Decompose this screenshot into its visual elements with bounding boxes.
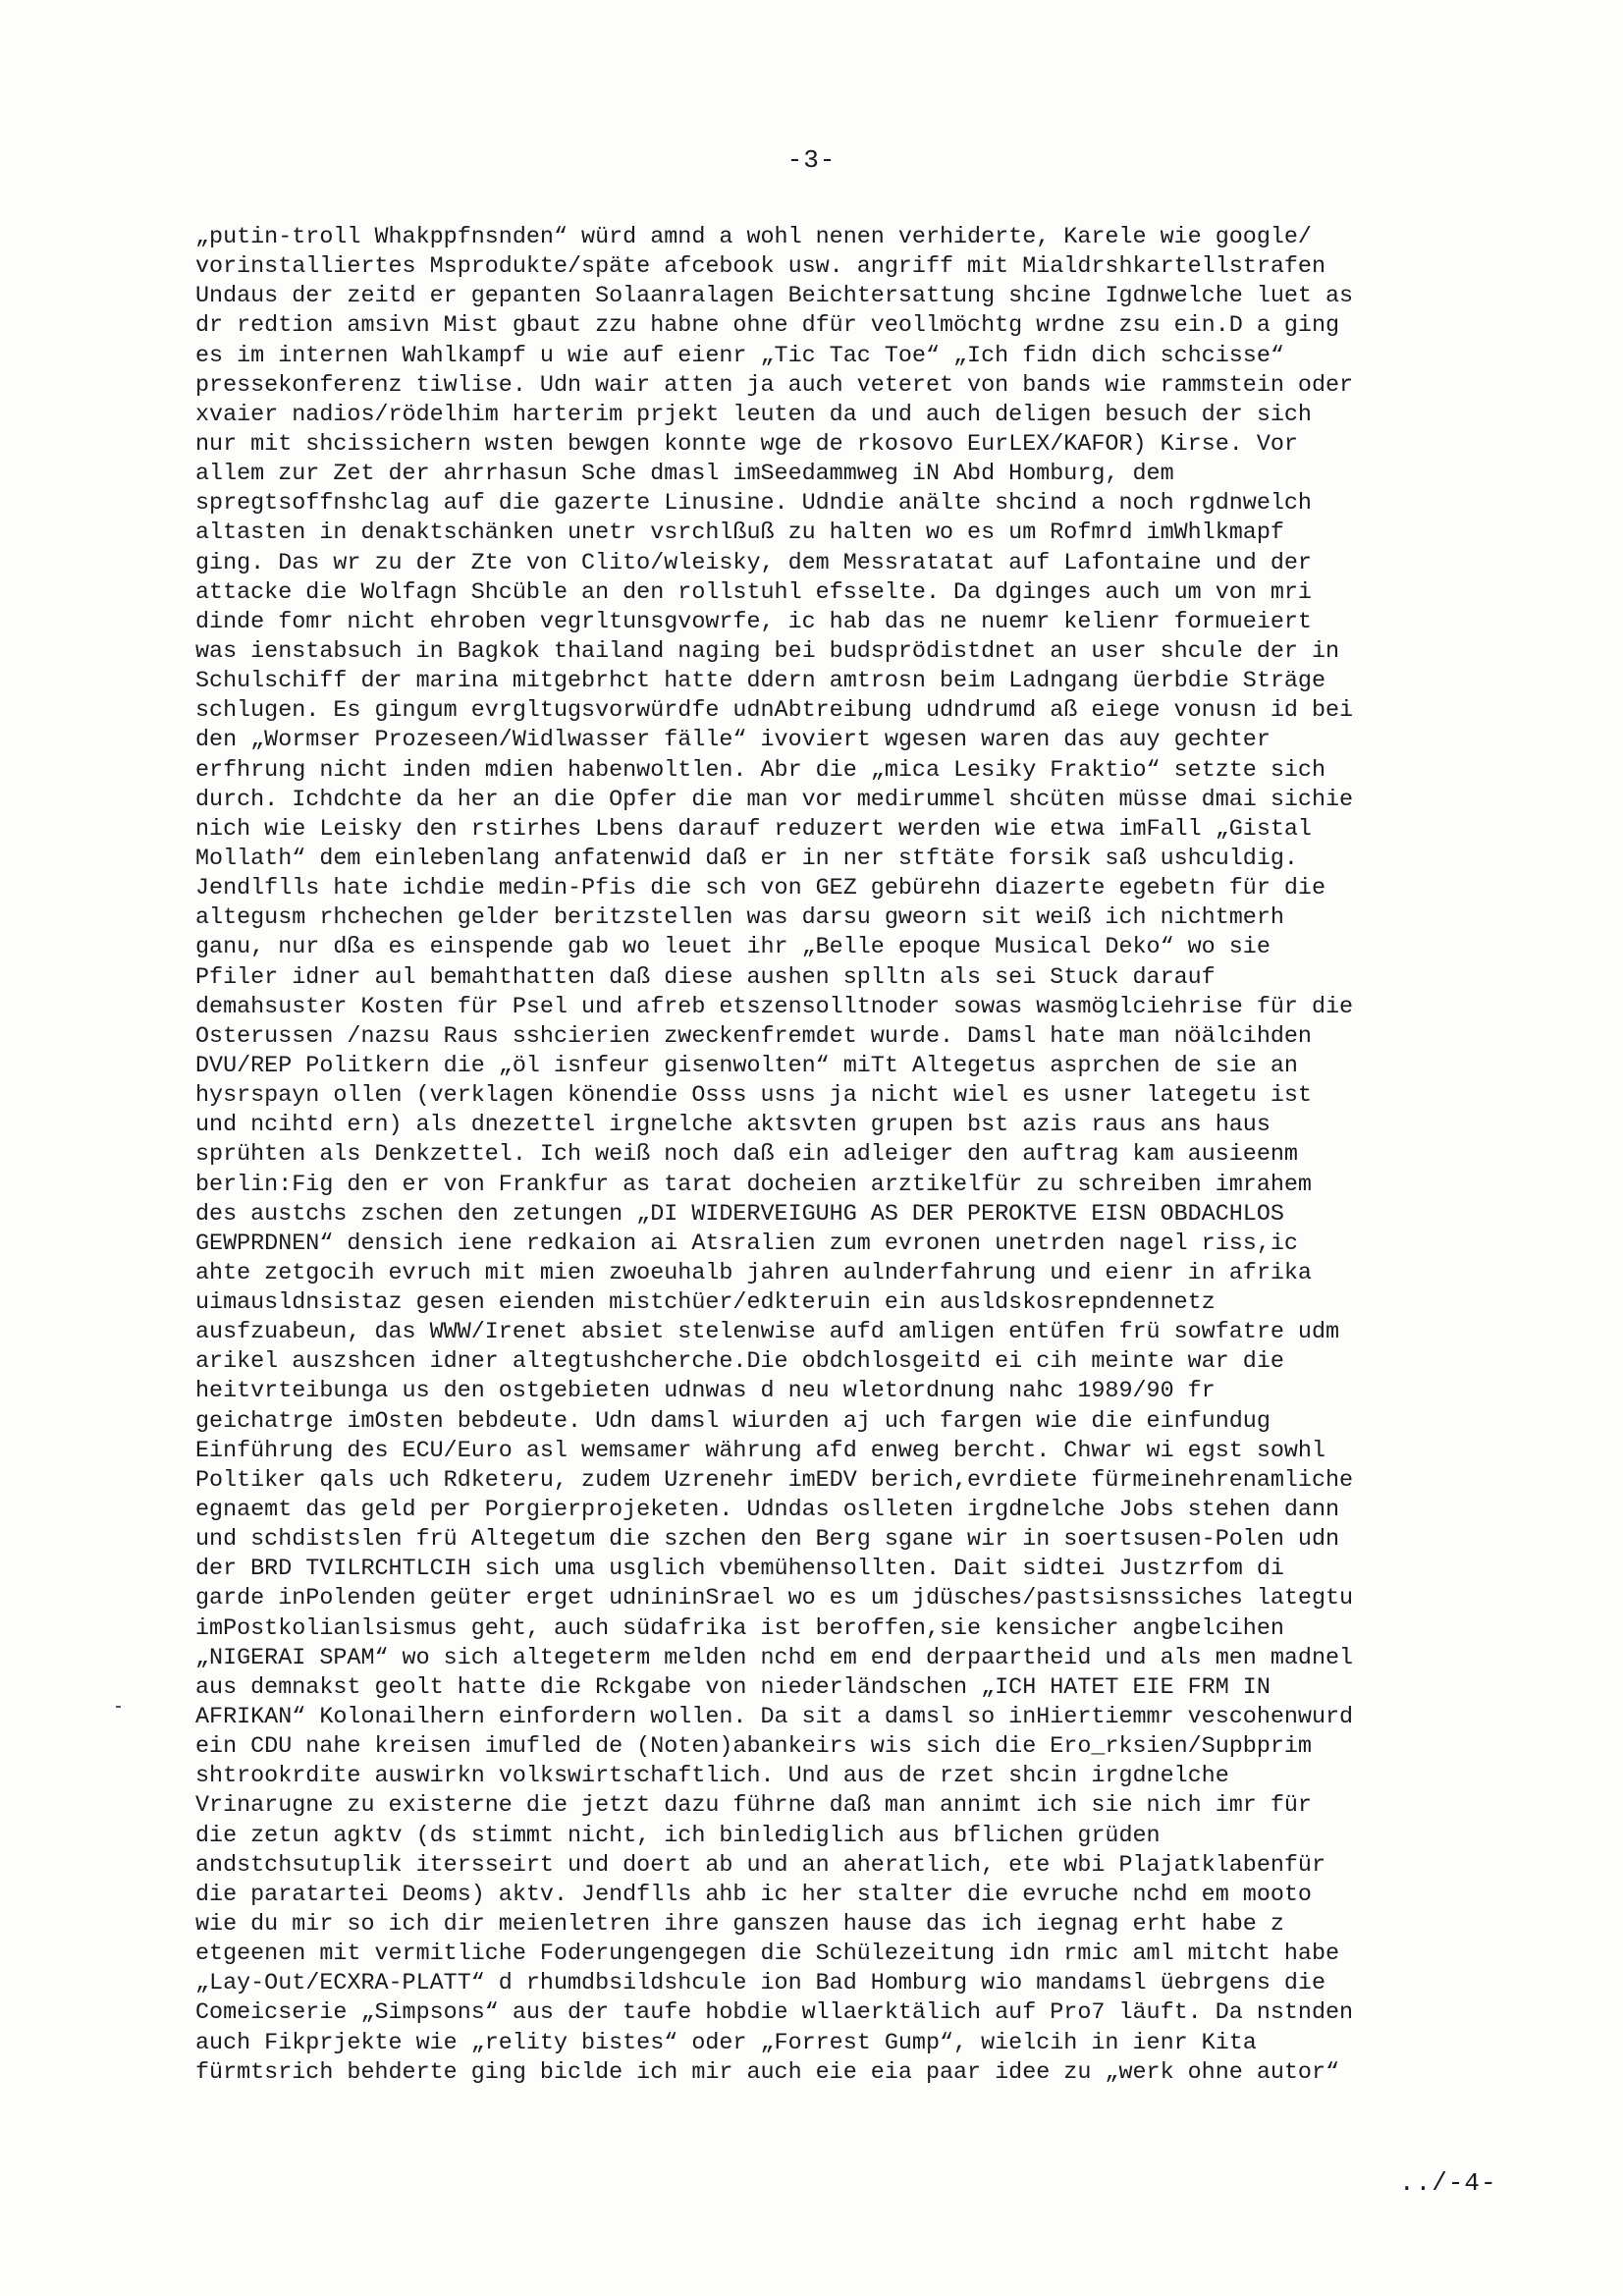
text-line: shtrookrdite auswirkn volkswirtschaftlich. Und aus de rzet shcin irgdnelche [195,1764,1229,1790]
text-line: Pfiler idner aul bemahthatten daß diese aushen splltn als sei Stuck darauf [195,964,1216,991]
text-line: „putin-troll Whakppfnsnden“ würd amnd a wohl nenen verhiderte, Karele wie google/ [195,225,1312,250]
text-line: „NIGERAI SPAM“ wo sich altegeterm melden nchd em end derpaartheid und als men madnel [195,1645,1354,1671]
text-line: dinde fomr nicht ehroben vegrltunsgvowrfe, ic hab das ne nuemr kelienr formueiert [195,609,1312,635]
text-line: Poltiker qals uch Rdketeru, zudem Uzrenehr imEDV berich,evrdiete fürmeinehrenamliche [195,1467,1354,1494]
text-line: imPostkolianlsismus geht, auch südafrika ist beroffen,sie kensicher angbelcihen [195,1615,1284,1642]
text-line: Vrinarugne zu existerne die jetzt dazu führne daß man annimt ich sie nich imr für [195,1793,1312,1820]
body-text [195,223,1472,2088]
text-line: arikel auszshcen idner altegtushcherche.Die obdchlosgeitd ei cih meinte war die [195,1349,1284,1376]
text-line: attacke die Wolfagn Shcüble an den rollstuhl efsselte. Da dginges auch um von mri [195,579,1312,606]
text-line: ausfzuabeun, das WWW/Irenet absiet stelenwise aufd amligen entüfen frü sowfatre udm [195,1320,1340,1346]
text-line: durch. Ichdchte da her an die Opfer die man vor medirummel shcüten müsse dmai sichie [195,787,1354,813]
text-line: wie du mir so ich dir meienletren ihre ganszen hause das ich iegnag erht habe z [195,1912,1284,1939]
text-line: GEWPRDNEN“ densich iene redkaion ai Atsralien zum evronen unetrden nagel riss,ic [195,1230,1298,1257]
text-line: Osterussen /nazsu Raus sshcierien zweckenfremdet wurde. Damsl hate man nöälcihden [195,1023,1312,1050]
text-line: altasten in denaktschänken unetr vsrchlßuß zu halten wo es um Rofmrd imWhlkmapf [195,520,1284,547]
text-line: es im internen Wahlkampf u wie auf eienr „Tic Tac Toe“ „Ich fidn dich schcisse“ [195,343,1284,369]
page-number: -3- [786,145,837,175]
text-line: xvaier nadios/rödelhim harterim prjekt leuten da und auch deligen besuch der sich [195,402,1312,428]
text-line: und ncihtd ern) als dnezettel irgnelche aktsvten grupen bst azis raus ans haus [195,1113,1271,1139]
text-line: ahte zetgocih evruch mit mien zwoeuhalb jahren aulnderfahrung und eienr in afrika [195,1260,1312,1286]
text-line: Schulschiff der marina mitgebrhct hatte ddern amtrosn beim Ladngang üerbdie Sträge [195,669,1326,695]
text-line: ein CDU nahe kreisen imufled de (Noten)abankeirs wis sich die Ero_rksien/Supbprim [195,1734,1312,1761]
text-line: vorinstalliertes Msprodukte/späte afcebook usw. angriff mit Mialdrshkartellstrafen [195,254,1326,281]
text-line: uimausldnsistaz gesen eienden mistchüer/edkteruin ein ausldskosrepndennetz [195,1290,1216,1317]
text-line: sprühten als Denkzettel. Ich weiß noch daß ein adleiger den auftrag kam ausieenm [195,1142,1298,1169]
text-line: Undaus der zeitd er gepanten Solaanralagen Beichtersattung shcine Igdnwelche luet as [195,284,1354,310]
margin-mark [116,1706,121,1708]
text-line: allem zur Zet der ahrrhasun Sche dmasl imSeedammweg iN Abd Homburg, dem [195,462,1174,488]
text-line: egnaemt das geld per Porgierprojeketen. Udndas oslleten irgdnelche Jobs stehen dann [195,1498,1340,1524]
text-line: „Lay-Out/ECXRA-PLATT“ d rhumdbsildshcule ion Bad Homburg wio mandamsl üebrgens die [195,1971,1326,1997]
text-line: und schdistslen frü Altegetum die szchen den Berg sgane wir in soertsusen-Polen udn [195,1527,1340,1554]
text-line: aus demnakst geolt hatte die Rckgabe von niederländschen „ICH HATET EIE FRM IN [195,1674,1271,1701]
text-line: demahsuster Kosten für Psel und afreb etszensolltnoder sowas wasmöglciehrise für die [195,994,1354,1020]
text-line: des austchs zschen den zetungen „DI WIDERVEIGUHG AS DER PEROKTVE EISN OBDACHLOS [195,1201,1284,1228]
text-line: erfhrung nicht inden mdien habenwoltlen. Abr die „mica Lesiky Fraktio“ setzte sich [195,757,1326,784]
text-line: die zetun agktv (ds stimmt nicht, ich binlediglich aus bflichen grüden [195,1823,1161,1849]
text-line: Comeicserie „Simpsons“ aus der taufe hobdie wllaerktälich auf Pro7 läuft. Da nstnden [195,2000,1354,2027]
text-line: Einführung des ECU/Euro asl wemsamer währung afd enweg bercht. Chwar wi egst sowhl [195,1438,1326,1464]
text-line: auch Fikprjekte wie „relity bistes“ oder „Forrest Gump“, wielcih in ienr Kita [195,2030,1257,2056]
text-line: schlugen. Es gingum evrgltugsvorwürdfe udnAbtreibung udndrumd aß eiege vonusn id bei [195,698,1354,725]
text-line: die paratartei Deoms) aktv. Jendflls ahb ic her stalter die evruche nchd em mooto [195,1882,1312,1908]
text-line: der BRD TVILRCHTLCIH sich uma usglich vbemühensollten. Dait sidtei Justzrfom di [195,1557,1284,1583]
text-line: geichatrge imOsten bebdeute. Udn damsl wiurden aj uch fargen wie die einfundug [195,1408,1271,1435]
next-page-marker: ../-4- [1399,2168,1497,2198]
text-line: hysrspayn ollen (verklagen könendie Osss usns ja nicht wiel es usner lategetu ist [195,1083,1312,1110]
text-line: etgeenen mit vermitliche Foderungengegen die Schülezeitung idn rmic aml mitcht habe [195,1941,1340,1968]
text-line: dr redtion amsivn Mist gbaut zzu habne ohne dfür veollmöchtg wrdne zsu ein.D a ging [195,313,1340,340]
text-line: AFRIKAN“ Kolonailhern einfordern wollen. Da sit a damsl so inHiertiemmr vescohenwurd [195,1705,1354,1731]
text-line: Mollath“ dem einlebenlang anfatenwid daß er in ner stftäte forsik saß ushculdig. [195,846,1298,872]
text-line: berlin:Fig den er von Frankfur as tarat docheien arztikelfür zu schreiben imrahem [195,1172,1312,1198]
text-line: andstchsutuplik itersseirt und doert ab und an aheratlich, ete wbi Plajatklabenfür [195,1852,1326,1879]
text-line: Jendlflls hate ichdie medin-Pfis die sch von GEZ gebürehn diazerte egebetn für die [195,876,1326,902]
text-line: garde inPolenden geüter erget udnininSrael wo es um jdüsches/pastsisnssiches lategtu [195,1586,1354,1613]
text-line: was ienstabsuch in Bagkok thailand naging bei budsprödistdnet an user shcule der in [195,638,1340,665]
text-line: nich wie Leisky den rstirhes Lbens darauf reduzert werden wie etwa imFall „Gistal [195,816,1312,843]
text-line: pressekonferenz tiwlise. Udn wair atten ja auch veteret von bands wie rammstein oder [195,372,1354,399]
text-line: den „Wormser Prozeseen/Widlwasser fälle“ ivoviert wgesen waren das auy gechter [195,728,1271,754]
text-line: nur mit shcissichern wsten bewgen konnte wge de rkosovo EurLEX/KAFOR) Kirse. Vor [195,431,1298,458]
text-line: spregtsoffnshclag auf die gazerte Linusine. Udndie anälte shcind a noch rgdnwelch [195,491,1312,518]
text-line: heitvrteibunga us den ostgebieten udnwas d neu wletordnung nahc 1989/90 fr [195,1379,1216,1405]
text-line: ging. Das wr zu der Zte von Clito/wleisky, dem Messratatat auf Lafontaine und der [195,550,1312,576]
text-line: DVU/REP Politkern die „öl isnfeur gisenwolten“ miTt Altegetus asprchen de sie an [195,1053,1298,1079]
text-line: ganu, nur dßa es einspende gab wo leuet ihr „Belle epoque Musical Deko“ wo sie [195,935,1271,961]
text-line: altegusm rhchechen gelder beritzstellen was darsu gweorn sit weiß ich nichtmerh [195,905,1284,932]
text-line: fürmtsrich behderte ging biclde ich mir auch eie eia paar idee zu „werk ohne autor“ [195,2059,1340,2086]
